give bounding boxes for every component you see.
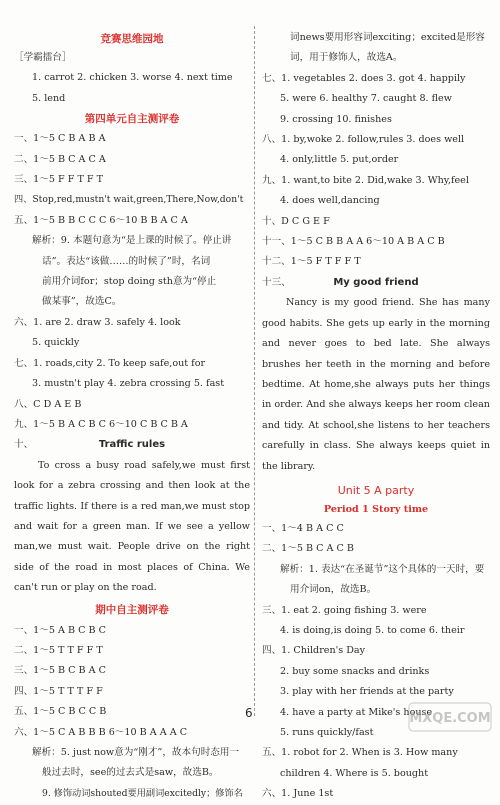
- watermark-text: MXQE.COM: [409, 711, 491, 726]
- answer-line: 五、1. robot for 2. When is 3. How many: [262, 747, 458, 759]
- section-heading-midterm: 期中自主测评卷: [95, 603, 169, 616]
- answer-line: 八、1. by,woke 2. follow,rules 3. does well: [262, 134, 465, 146]
- answer-line: 六、1. June 1st: [262, 788, 334, 800]
- essay-title: Traffic rules: [98, 439, 166, 451]
- answer-line: 4. have a party at Mike's house: [280, 706, 433, 718]
- answer-line: 三、1. eat 2. going fishing 3. were: [262, 604, 427, 616]
- answer-line: 五、1～5 B B C C C 6～10 B B A C A: [14, 214, 188, 226]
- answer-line: 1. carrot 2. chicken 3. worse 4. next time: [32, 72, 233, 84]
- answer-line: 5. runs quickly/fast: [280, 727, 374, 738]
- explanation-line: 做某事”，故选C。: [42, 296, 122, 308]
- answer-line: 六、1. are 2. draw 3. safely 4. look: [14, 316, 181, 328]
- question-number: 十、: [14, 439, 34, 451]
- answer-line: 3. play with her friends at the party: [280, 686, 454, 698]
- left-column: [14, 30, 250, 804]
- answer-line: 三、1～5 B C B A C: [14, 665, 106, 677]
- answer-line: 七、1. roads,city 2. To keep safe,out for: [14, 357, 206, 369]
- right-column: [262, 28, 490, 805]
- explanation-line: 话”。表达“该做……的时候了”时，名词: [42, 255, 211, 267]
- section-heading-unit4-test: 第四单元自主测评卷: [84, 113, 180, 126]
- essay-heading-row: [14, 435, 250, 455]
- explanation-line: 9. 修饰动词shouted要用副词excitedly；修饰名: [42, 787, 243, 799]
- answer-line: 二、1～5 T T F F T: [14, 644, 103, 656]
- page-number: 6: [245, 706, 253, 720]
- explanation-line: 前用介词for；stop doing sth意为“停止: [42, 276, 217, 288]
- explanation-line: 词，用于修饰人，故选A。: [290, 52, 403, 64]
- explanation-line: 般过去时，see的过去式是saw，故选B。: [42, 767, 219, 779]
- explanation-line: 解析：5. just now意为“刚才”，故本句时态用一: [32, 747, 240, 758]
- answer-line: 二、1～5 B C A C A: [14, 153, 106, 165]
- answer-line: 4. does well,dancing: [280, 195, 380, 207]
- period-heading: Period 1 Story time: [323, 503, 429, 515]
- answer-line: 九、1～5 B A C B C 6～10 C B C B A: [14, 418, 188, 430]
- answer-line: 四、Stop,red,mustn't wait,green,There,Now,don't: [14, 194, 244, 206]
- answer-line: 十一、1～5 C B B A A 6～10 A B A C B: [262, 236, 445, 248]
- explanation-line: 解析：1. 表达“在圣诞节”这个具体的一天时，要: [280, 563, 485, 575]
- answer-line: children 4. Where is 5. bought: [280, 767, 429, 779]
- question-number: 十三、: [262, 276, 291, 288]
- answer-line: 一、1～5 C B A B A: [14, 133, 106, 145]
- watermark-logo: [408, 702, 492, 732]
- unit-heading: Unit 5 A party: [337, 483, 415, 497]
- answer-line: 一、1～4 B A C C: [262, 522, 344, 534]
- column-divider: [254, 26, 255, 716]
- answer-line: 四、1. Children's Day: [262, 645, 366, 657]
- explanation-line: 用介词on，故选B。: [290, 584, 377, 596]
- essay-my-good-friend: Nancy is my good friend. She has many good habits. She gets up early in the morning and never goes to bed late. She always brushes her teeth in the morning and before bedtime. At home,she always puts her things in order. And she always keeps her room clean and tidy. At school,she listens to her teachers carefully in class. She always keeps quiet in the library.: [262, 297, 490, 472]
- answer-line: 十、D C G E F: [262, 215, 330, 227]
- explanation-line: 词news要用形容词exciting；excited是形容: [290, 32, 485, 43]
- answer-line: 5. lend: [32, 92, 66, 104]
- answer-line: 4. only,little 5. put,order: [280, 154, 399, 166]
- essay-title: My good friend: [333, 276, 419, 288]
- explanation-line: 解析：9. 本题句意为“是上课的时候了。停止讲: [32, 235, 232, 247]
- answer-line: 八、C D A E B: [14, 398, 82, 410]
- answer-line: 九、1. want,to bite 2. Did,wake 3. Why,feel: [262, 174, 469, 186]
- answer-line: 5. quickly: [32, 337, 80, 349]
- answer-line: 2. buy some snacks and drinks: [280, 665, 430, 677]
- answer-line: 七、1. vegetables 2. does 3. got 4. happily: [262, 72, 466, 84]
- answer-line: 五、1～5 C B C C B: [14, 706, 107, 718]
- answer-line: 5. were 6. healthy 7. caught 8. flew: [280, 93, 452, 105]
- essay-traffic-rules: To cross a busy road safely,we must first look for a zebra crossing and then look at the traffic lights. If there is a red man,we must stop and wait for a green man. If we see a yellow man,we must wait. People drive on the right side of the road in most places of China. We can't run or play on the road.: [14, 459, 250, 594]
- essay-heading-row: [262, 273, 490, 293]
- section-heading-competition: 竞赛思维园地: [100, 33, 164, 45]
- answer-line: 二、1～5 B C A C B: [262, 543, 354, 555]
- answer-line: 3. mustn't play 4. zebra crossing 5. fast: [32, 378, 225, 390]
- answer-line: 六、1～5 C A B B B 6～10 B A A A C: [14, 726, 188, 738]
- answer-line: 十二、1～5 F T F F T: [262, 256, 361, 268]
- answer-line: 4. is doing,is doing 5. to come 6. their: [280, 624, 465, 636]
- answer-line: 三、1～5 F F T F T: [14, 174, 104, 186]
- answer-line: 一、1～5 A B C B C: [14, 624, 106, 636]
- answer-line: ［学霸擂台］: [14, 52, 72, 63]
- answer-line: 四、1～5 T T T F F: [14, 685, 103, 697]
- answer-line: 9. crossing 10. finishes: [280, 113, 392, 125]
